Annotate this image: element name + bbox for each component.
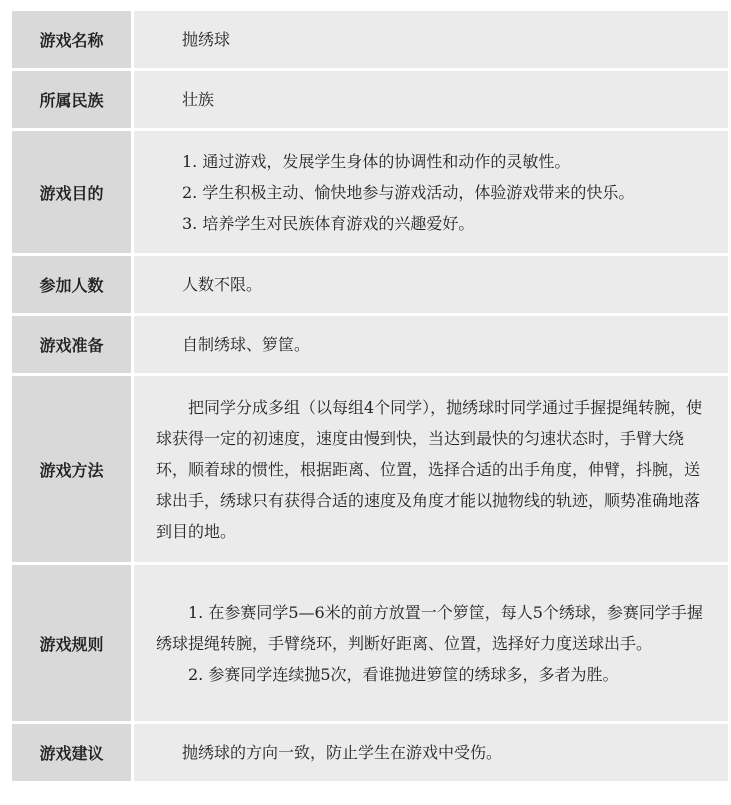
purpose-item: 1. 通过游戏，发展学生身体的协调性和动作的灵敏性。 bbox=[182, 151, 571, 171]
row-rules bbox=[12, 565, 728, 721]
label-ethnic-group: 所属民族 bbox=[12, 71, 134, 128]
value-method bbox=[134, 376, 728, 562]
row-game-name bbox=[12, 11, 728, 68]
value-game-name: 抛绣球 bbox=[134, 11, 728, 68]
game-info-table-wrapper bbox=[12, 8, 728, 784]
row-suggestion bbox=[12, 724, 728, 781]
label-game-name: 游戏名称 bbox=[12, 11, 134, 68]
value-game-purpose bbox=[134, 131, 728, 253]
label-preparation: 游戏准备 bbox=[12, 316, 134, 373]
row-game-purpose bbox=[12, 131, 728, 253]
row-preparation bbox=[12, 316, 728, 373]
rule-item: 1. 在参赛同学5—6米的前方放置一个箩筐，每人5个绣球，参赛同学手握绣球提绳转腕，手臂绕环，判断好距离、位置，选择好力度送球出手。 bbox=[156, 602, 703, 653]
value-suggestion: 抛绣球的方向一致，防止学生在游戏中受伤。 bbox=[134, 724, 728, 781]
rule-item: 2. 参赛同学连续抛5次，看谁抛进箩筐的绣球多，多者为胜。 bbox=[188, 664, 619, 684]
label-method: 游戏方法 bbox=[12, 376, 134, 562]
row-participants bbox=[12, 256, 728, 313]
row-ethnic-group bbox=[12, 71, 728, 128]
game-info-table bbox=[12, 8, 728, 784]
value-participants: 人数不限。 bbox=[134, 256, 728, 313]
row-method bbox=[12, 376, 728, 562]
method-paragraph: 把同学分成多组（以每组4个同学），抛绣球时同学通过手握提绳转腕，使球获得一定的初速度，速度由慢到快，当达到最快的匀速状态时，手臂大绕环，顺着球的惯性，根据距离、位置，选择合适的出手角度，伸臂，抖腕，送球出手，绣球只有获得合适的速度及角度才能以抛物线的轨迹，顺势准确地落到目的地。 bbox=[156, 397, 703, 541]
label-rules: 游戏规则 bbox=[12, 565, 134, 721]
label-participants: 参加人数 bbox=[12, 256, 134, 313]
purpose-item: 3. 培养学生对民族体育游戏的兴趣爱好。 bbox=[182, 213, 475, 233]
label-suggestion: 游戏建议 bbox=[12, 724, 134, 781]
label-game-purpose: 游戏目的 bbox=[12, 131, 134, 253]
value-ethnic-group: 壮族 bbox=[134, 71, 728, 128]
value-preparation: 自制绣球、箩筐。 bbox=[134, 316, 728, 373]
purpose-item: 2. 学生积极主动、愉快地参与游戏活动，体验游戏带来的快乐。 bbox=[182, 182, 635, 202]
value-rules bbox=[134, 565, 728, 721]
